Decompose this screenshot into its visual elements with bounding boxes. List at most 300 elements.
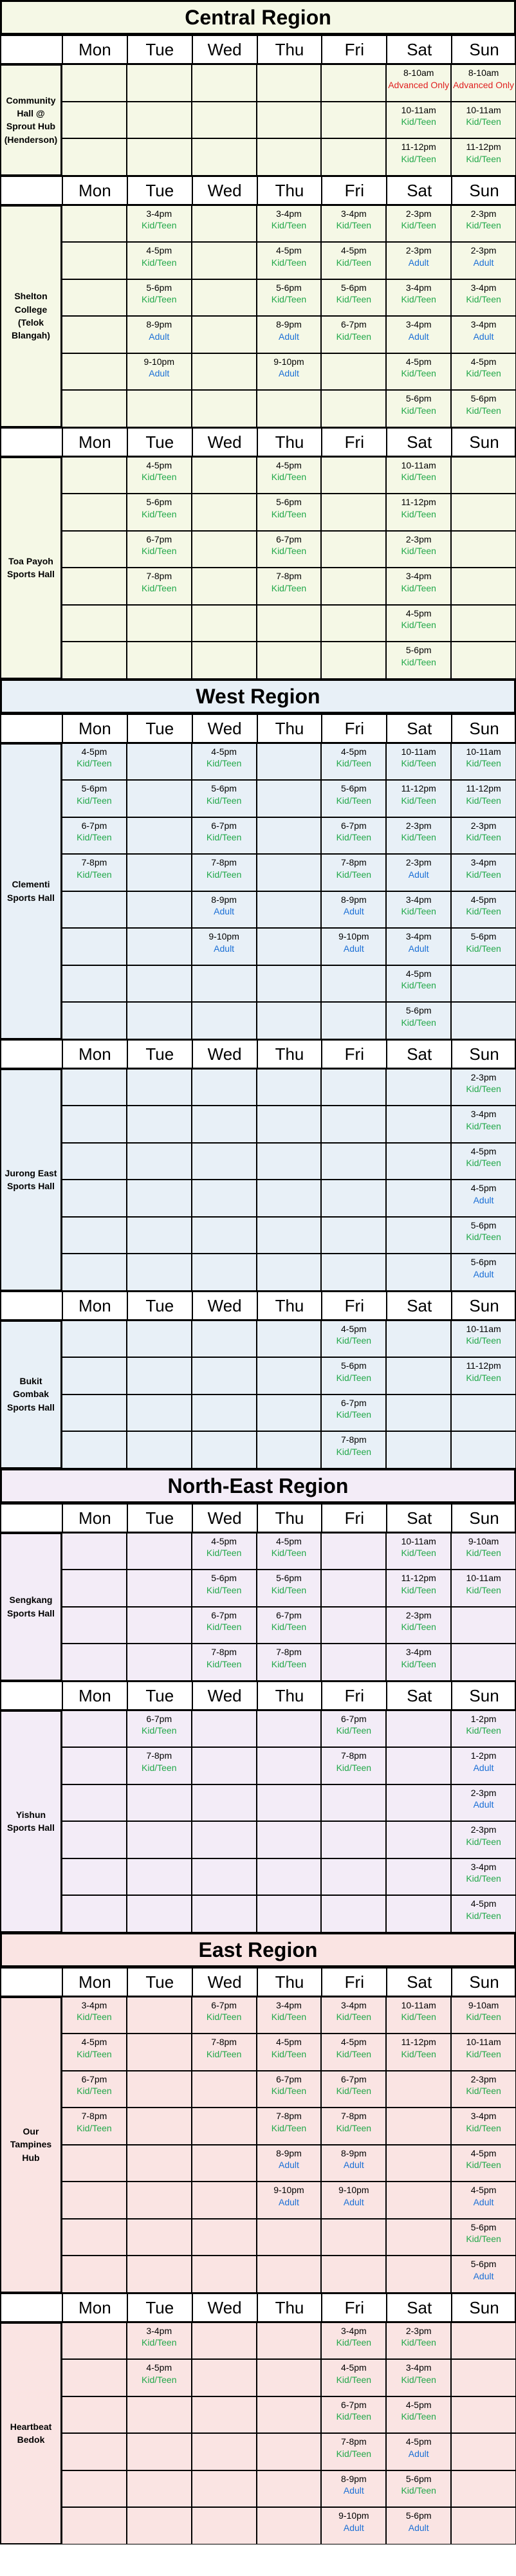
slot-level: Adult <box>279 2196 299 2207</box>
schedule-cell <box>257 2219 322 2256</box>
class-slot <box>451 1997 516 2034</box>
class-slot <box>321 1320 386 1358</box>
schedule-cell <box>321 1858 386 1896</box>
day-header-mon: Mon <box>62 715 127 742</box>
class-slot <box>257 2108 322 2145</box>
schedule-cell <box>192 279 257 317</box>
schedule-cell <box>127 1607 192 1644</box>
slot-level: Kid/Teen <box>271 546 307 557</box>
slot-time: 10-11am <box>466 1573 501 1583</box>
slot-level: Kid/Teen <box>336 1762 372 1773</box>
day-header-tue: Tue <box>127 2294 192 2321</box>
schedule-cell <box>127 1570 192 1607</box>
slot-level: Kid/Teen <box>401 2048 436 2059</box>
schedule-cell <box>257 854 322 891</box>
schedule-cell <box>192 2219 257 2256</box>
schedule-cell <box>192 138 257 176</box>
schedule-cell <box>321 965 386 1003</box>
slot-level: Kid/Teen <box>142 257 177 268</box>
slot-time: 11-12pm <box>401 1573 436 1583</box>
schedule-cell <box>257 780 322 817</box>
class-slot <box>386 891 451 929</box>
schedule-cell <box>62 2359 127 2396</box>
slot-time: 4-5pm <box>146 245 172 255</box>
slot-level: Kid/Teen <box>142 582 177 593</box>
class-slot <box>127 205 192 243</box>
slot-level: Kid/Teen <box>401 508 436 519</box>
schedule-cell <box>62 1106 127 1143</box>
slot-time: 5-6pm <box>211 783 237 793</box>
class-slot <box>386 279 451 317</box>
schedule-cell <box>257 1357 322 1395</box>
class-slot <box>127 494 192 531</box>
slot-level: Kid/Teen <box>401 2337 436 2348</box>
schedule-cell <box>451 494 516 531</box>
slot-level: Adult <box>214 906 235 917</box>
schedule-cell <box>127 138 192 176</box>
day-header-row <box>0 1503 516 1533</box>
slot-time: 4-5pm <box>470 1898 497 1909</box>
slot-time: 9-10pm <box>338 931 369 941</box>
day-header-row <box>0 1291 516 1320</box>
schedule-cell <box>62 1747 127 1784</box>
slot-time: 6-7pm <box>341 1713 367 1724</box>
schedule-cell <box>257 743 322 781</box>
slot-time: 8-9pm <box>276 2147 302 2158</box>
slot-time: 4-5pm <box>341 1323 367 1334</box>
slot-level: Advanced Only <box>388 79 450 90</box>
slot-level: Kid/Teen <box>271 582 307 593</box>
schedule-cell <box>257 605 322 642</box>
schedule-cell <box>62 1357 127 1395</box>
slot-level: Adult <box>279 368 299 379</box>
slot-time: 4-5pm <box>146 2362 172 2373</box>
day-header-sun: Sun <box>451 1969 516 1996</box>
slot-level: Kid/Teen <box>466 1836 501 1847</box>
schedule-cell <box>127 2071 192 2108</box>
slot-level: Kid/Teen <box>271 1584 307 1595</box>
schedule-cell <box>127 642 192 679</box>
slot-time: 9-10pm <box>208 931 239 941</box>
day-header-mon: Mon <box>62 1505 127 1532</box>
class-slot <box>321 242 386 279</box>
slot-level: Kid/Teen <box>401 116 436 127</box>
slot-time: 2-3pm <box>470 820 497 831</box>
slot-level: Kid/Teen <box>77 869 112 880</box>
day-header-wed: Wed <box>192 2294 257 2321</box>
slot-time: 4-5pm <box>341 245 367 255</box>
schedule-cell <box>62 64 127 102</box>
schedule-cell <box>257 1320 322 1358</box>
class-slot <box>386 457 451 494</box>
slot-level: Adult <box>408 2448 429 2459</box>
schedule-cell <box>321 64 386 102</box>
slot-level: Kid/Teen <box>336 1409 372 1420</box>
class-slot <box>321 2507 386 2544</box>
slot-time: 10-11am <box>401 104 436 115</box>
slot-time: 5-6pm <box>276 1573 302 1583</box>
schedule-cell <box>192 205 257 243</box>
day-header-fri: Fri <box>321 36 386 63</box>
day-header-wed: Wed <box>192 1682 257 1709</box>
venue-name: Bukit Gombak Sports Hall <box>0 1320 62 1469</box>
slot-level: Kid/Teen <box>206 2048 242 2059</box>
class-slot <box>386 2470 451 2508</box>
day-header-thu: Thu <box>257 1041 322 1068</box>
slot-time: 1-2pm <box>470 1750 497 1761</box>
class-slot <box>451 1858 516 1896</box>
schedule-cell <box>386 2256 451 2293</box>
schedule-cell <box>451 2433 516 2470</box>
schedule-cell <box>192 64 257 102</box>
slot-time: 11-12pm <box>466 1360 501 1371</box>
slot-time: 2-3pm <box>470 245 497 255</box>
slot-level: Kid/Teen <box>77 758 112 769</box>
schedule-cell <box>127 102 192 139</box>
day-header-fri: Fri <box>321 1682 386 1709</box>
schedule-cell <box>386 1069 451 1106</box>
schedule-cell <box>62 242 127 279</box>
slot-level: Kid/Teen <box>466 1548 501 1559</box>
schedule-cell <box>321 1533 386 1570</box>
schedule-cell <box>127 1997 192 2034</box>
schedule-cell <box>127 2182 192 2219</box>
schedule-cell <box>127 854 192 891</box>
schedule-cell <box>62 1217 127 1254</box>
day-header-wed: Wed <box>192 1969 257 1996</box>
schedule-cell <box>127 1069 192 1106</box>
class-slot <box>257 531 322 568</box>
schedule-cell <box>257 1431 322 1469</box>
class-slot <box>192 1607 257 1644</box>
day-header-tue: Tue <box>127 715 192 742</box>
schedule-cell <box>257 1747 322 1784</box>
day-header-mon: Mon <box>62 36 127 63</box>
class-slot <box>386 568 451 605</box>
slot-level: Kid/Teen <box>142 294 177 305</box>
schedule-cell <box>127 2145 192 2182</box>
class-slot <box>386 205 451 243</box>
class-slot <box>321 1747 386 1784</box>
slot-level: Kid/Teen <box>77 2086 112 2097</box>
schedule-cell <box>127 1320 192 1358</box>
day-header-row <box>0 1967 516 1997</box>
schedule-cell <box>257 2433 322 2470</box>
schedule-cell <box>386 2071 451 2108</box>
day-header-mon: Mon <box>62 1682 127 1709</box>
class-slot <box>451 1747 516 1784</box>
slot-time: 7-8pm <box>146 571 172 581</box>
slot-time: 7-8pm <box>276 1647 302 1657</box>
class-slot <box>386 780 451 817</box>
venue-name: Our Tampines Hub <box>0 1997 62 2293</box>
class-slot <box>451 2108 516 2145</box>
slot-time: 5-6pm <box>276 282 302 293</box>
slot-level: Adult <box>408 257 429 268</box>
schedule-cell <box>257 138 322 176</box>
schedule-cell <box>192 965 257 1003</box>
schedule-cell <box>127 1784 192 1822</box>
slot-time: 5-6pm <box>341 282 367 293</box>
day-header-mon: Mon <box>62 177 127 204</box>
slot-time: 6-7pm <box>341 2073 367 2084</box>
schedule-cell <box>192 2396 257 2434</box>
class-slot <box>257 242 322 279</box>
slot-level: Kid/Teen <box>206 1658 242 1669</box>
class-slot <box>386 1570 451 1607</box>
slot-time: 6-7pm <box>211 1999 237 2010</box>
slot-time: 3-4pm <box>405 2362 432 2373</box>
day-header-thu: Thu <box>257 2294 322 2321</box>
schedule-cell <box>62 1180 127 1217</box>
slot-time: 11-12pm <box>401 497 436 507</box>
day-header-tue: Tue <box>127 1292 192 1319</box>
schedule-cell <box>62 494 127 531</box>
slot-time: 6-7pm <box>341 820 367 831</box>
slot-level: Kid/Teen <box>401 368 436 379</box>
day-header-tue: Tue <box>127 36 192 63</box>
schedule-cell <box>451 457 516 494</box>
region-title: Central Region <box>0 0 516 35</box>
class-slot <box>451 854 516 891</box>
slot-time: 3-4pm <box>405 282 432 293</box>
class-slot <box>451 2145 516 2182</box>
day-header-sun: Sun <box>451 429 516 456</box>
slot-time: 2-3pm <box>405 857 432 867</box>
schedule-cell <box>386 1710 451 1748</box>
slot-time: 4-5pm <box>276 1535 302 1546</box>
schedule-cell <box>62 1710 127 1748</box>
schedule-cell <box>321 2219 386 2256</box>
schedule-cell <box>451 1607 516 1644</box>
schedule-cell <box>451 642 516 679</box>
schedule-cell <box>192 1431 257 1469</box>
class-slot <box>386 928 451 965</box>
slot-time: 6-7pm <box>211 820 237 831</box>
slot-time: 5-6pm <box>470 393 497 403</box>
slot-level: Kid/Teen <box>142 546 177 557</box>
class-slot <box>386 390 451 427</box>
class-slot <box>321 2145 386 2182</box>
slot-level: Kid/Teen <box>336 2411 372 2422</box>
slot-time: 4-5pm <box>211 1535 237 1546</box>
day-header-wed: Wed <box>192 429 257 456</box>
day-header-fri: Fri <box>321 429 386 456</box>
schedule-cell <box>192 2322 257 2360</box>
slot-level: Kid/Teen <box>142 508 177 519</box>
slot-time: 4-5pm <box>276 2037 302 2047</box>
slot-level: Kid/Teen <box>336 1372 372 1383</box>
slot-level: Kid/Teen <box>271 1658 307 1669</box>
slot-time: 5-6pm <box>405 393 432 403</box>
slot-time: 4-5pm <box>470 356 497 367</box>
schedule-cell <box>257 2322 322 2360</box>
schedule-cell <box>192 1320 257 1358</box>
slot-level: Kid/Teen <box>401 656 436 667</box>
schedule-cell <box>257 1106 322 1143</box>
schedule-cell <box>62 390 127 427</box>
day-header-sat: Sat <box>386 36 451 63</box>
day-header-fri: Fri <box>321 1505 386 1532</box>
slot-time: 6-7pm <box>211 1609 237 1620</box>
class-slot <box>321 2182 386 2219</box>
day-header-row <box>0 714 516 743</box>
day-header-mon: Mon <box>62 1292 127 1319</box>
slot-time: 10-11am <box>401 1999 436 2010</box>
class-slot <box>451 1180 516 1217</box>
slot-time: 11-12pm <box>401 783 436 793</box>
schedule-cell <box>451 531 516 568</box>
slot-level: Kid/Teen <box>336 1335 372 1346</box>
day-header-sat: Sat <box>386 429 451 456</box>
slot-time: 5-6pm <box>405 2473 432 2484</box>
class-slot <box>451 1069 516 1106</box>
class-slot <box>321 2433 386 2470</box>
schedule-cell <box>62 2219 127 2256</box>
schedule-cell <box>192 605 257 642</box>
class-slot <box>321 1997 386 2034</box>
schedule-cell <box>386 2145 451 2182</box>
schedule-cell <box>386 1357 451 1395</box>
slot-time: 8-9pm <box>341 894 367 905</box>
schedule-cell <box>386 1106 451 1143</box>
slot-time: 5-6pm <box>470 2221 497 2232</box>
schedule-cell <box>257 64 322 102</box>
slot-level: Kid/Teen <box>336 869 372 880</box>
day-header-mon: Mon <box>62 1969 127 1996</box>
slot-time: 7-8pm <box>81 2111 107 2121</box>
schedule-cell <box>127 2219 192 2256</box>
schedule-cell <box>62 138 127 176</box>
schedule-cell <box>386 1143 451 1180</box>
schedule-cell <box>62 205 127 243</box>
slot-time: 4-5pm <box>341 746 367 757</box>
class-slot <box>321 2322 386 2360</box>
schedule-cell <box>451 2507 516 2544</box>
schedule-cell <box>257 891 322 929</box>
schedule-cell <box>127 1395 192 1432</box>
slot-time: 6-7pm <box>146 1713 172 1724</box>
schedule-cell <box>192 531 257 568</box>
slot-time: 4-5pm <box>405 356 432 367</box>
schedule-cell <box>192 1180 257 1217</box>
schedule-cell <box>62 2256 127 2293</box>
schedule-cell <box>62 531 127 568</box>
slot-level: Kid/Teen <box>336 331 372 342</box>
slot-level: Kid/Teen <box>336 2374 372 2385</box>
class-slot <box>451 1106 516 1143</box>
slot-time: 6-7pm <box>146 533 172 544</box>
schedule-cell <box>192 1895 257 1932</box>
slot-level: Kid/Teen <box>142 472 177 483</box>
schedule-cell <box>62 1821 127 1858</box>
day-header-tue: Tue <box>127 1682 192 1709</box>
slot-level: Kid/Teen <box>401 2374 436 2385</box>
class-slot <box>386 494 451 531</box>
slot-time: 4-5pm <box>405 968 432 979</box>
schedule-cell <box>451 1431 516 1469</box>
schedule-cell <box>192 1747 257 1784</box>
slot-level: Kid/Teen <box>466 405 501 416</box>
schedule-cell <box>257 928 322 965</box>
schedule-cell <box>127 1858 192 1896</box>
day-header-sat: Sat <box>386 715 451 742</box>
slot-level: Adult <box>473 1799 494 1810</box>
schedule-cell <box>257 2396 322 2434</box>
slot-level: Kid/Teen <box>336 2337 372 2348</box>
schedule-cell <box>62 1143 127 1180</box>
slot-level: Kid/Teen <box>271 472 307 483</box>
schedule-cell <box>321 605 386 642</box>
slot-time: 2-3pm <box>405 208 432 219</box>
schedule-cell <box>192 568 257 605</box>
day-header-mon: Mon <box>62 429 127 456</box>
class-slot <box>451 390 516 427</box>
slot-time: 4-5pm <box>405 607 432 618</box>
class-slot <box>257 1644 322 1681</box>
day-header-row <box>0 176 516 205</box>
slot-time: 3-4pm <box>341 1999 367 2010</box>
slot-level: Kid/Teen <box>466 1873 501 1884</box>
slot-time: 8-10am <box>403 68 434 78</box>
schedule-cell <box>257 1180 322 1217</box>
class-slot <box>451 2256 516 2293</box>
schedule-cell <box>192 1858 257 1896</box>
slot-level: Kid/Teen <box>401 2485 436 2496</box>
schedule-cell <box>321 494 386 531</box>
schedule-cell <box>62 2322 127 2360</box>
slot-level: Kid/Teen <box>336 758 372 769</box>
class-slot <box>192 928 257 965</box>
slot-time: 4-5pm <box>341 2037 367 2047</box>
schedule-cell <box>257 2470 322 2508</box>
class-slot <box>321 743 386 781</box>
slot-time: 5-6pm <box>405 1005 432 1015</box>
slot-time: 1-2pm <box>470 1713 497 1724</box>
slot-time: 4-5pm <box>276 245 302 255</box>
class-slot <box>386 2034 451 2071</box>
slot-time: 3-4pm <box>405 1647 432 1657</box>
class-slot <box>386 1002 451 1039</box>
slot-level: Adult <box>408 943 429 954</box>
schedule-cell <box>192 353 257 391</box>
class-slot <box>127 353 192 391</box>
schedule-cell <box>127 1217 192 1254</box>
class-slot <box>192 1533 257 1570</box>
class-slot <box>386 605 451 642</box>
schedule-cell <box>127 965 192 1003</box>
slot-time: 3-4pm <box>405 894 432 905</box>
day-header-thu: Thu <box>257 36 322 63</box>
schedule-cell <box>62 1784 127 1822</box>
day-header-sat: Sat <box>386 1505 451 1532</box>
day-header-thu: Thu <box>257 1969 322 1996</box>
schedule-cell <box>321 1570 386 1607</box>
slot-time: 6-7pm <box>341 1397 367 1408</box>
slot-level: Adult <box>149 368 170 379</box>
slot-time: 3-4pm <box>341 2325 367 2336</box>
class-slot <box>386 642 451 679</box>
schedule-cell <box>127 2108 192 2145</box>
class-slot <box>257 1607 322 1644</box>
schedule-cell <box>62 279 127 317</box>
schedule-cell <box>321 1180 386 1217</box>
class-slot <box>386 64 451 102</box>
slot-time: 2-3pm <box>470 2073 497 2084</box>
class-slot <box>62 743 127 781</box>
slot-level: Kid/Teen <box>142 1725 177 1736</box>
region-title: East Region <box>0 1932 516 1967</box>
